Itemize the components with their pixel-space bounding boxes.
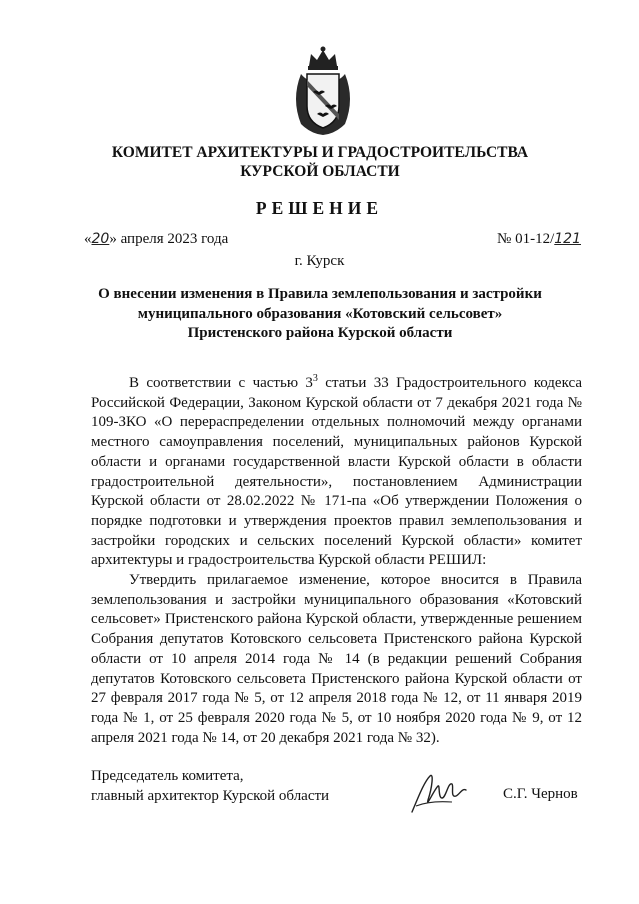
body-paragraph-2: Утвердить прилагаемое изменение, которое вносится в Правила землепользования и застройки муниципального образования «Котовский сельсовет» Пристенского района Курской области, утвержденные решением Собрания депутатов Котовского сельсовета Пристенского района Курской области от 10 апреля 2014 года № 14 (в редакции решений Собрания депутатов Котовского сельсовета Пристенского района Курской области от 27 февраля 2017 года № 5, от 12 апреля 2018 года № 12, от 11 января 2019 года № 1, от 25 февраля 2020 года № 5, от 10 ноября 2020 года № 9, от 12 апреля 2021 года № 14, от 20 декабря 2021 года № 32). <box>91 572 582 746</box>
role-line-2: главный архитектор Курской области <box>91 788 330 804</box>
p1-start: В соответствии с частью 3 <box>129 375 313 391</box>
document-body <box>91 369 582 748</box>
organization-name <box>60 143 580 181</box>
body-paragraph-1 <box>91 369 582 571</box>
org-line-1: КОМИТЕТ АРХИТЕКТУРЫ И ГРАДОСТРОИТЕЛЬСТВА <box>111 144 529 161</box>
subject-line-1: О внесении изменения в Правила землепользования и застройки <box>98 286 542 302</box>
date-open-quote: « <box>84 231 92 247</box>
date-rest: » апреля 2023 года <box>109 231 229 247</box>
number-prefix: № 01-12/ <box>497 231 555 247</box>
document-type-title: РЕШЕНИЕ <box>255 198 384 218</box>
date-day-handwritten: 20 <box>91 231 110 247</box>
p1-rest: статьи 33 Градостроительного кодекса Российской Федерации, Законом Курской области от 7 декабря 2021 года № 109-ЗКО «О перераспределении отдельных полномочий между органами местного самоуправления поселений, муниципальных районов Курской области и органами государственной власти Курской области в области градостроительной деятельности», постановлением Администрации Курской области от 28.02.2022 № 171-па «Об утверждении Положения о порядке подготовки и утверждения проектов правил землепользования и застройки городских и сельских поселений Курской области» комитет архитектуры и градостроительства Курской области РЕШИЛ: <box>91 375 582 569</box>
signatory-name: С.Г. Чернов <box>503 786 578 802</box>
document-number <box>497 231 581 248</box>
signature-icon <box>408 768 470 818</box>
number-handwritten: 121 <box>554 231 581 247</box>
subject-line-3: Пристенского района Курской области <box>187 325 453 341</box>
document-date <box>84 231 228 248</box>
signatory-role <box>91 766 329 806</box>
coat-of-arms-icon <box>287 44 359 136</box>
document-city: г. Курск <box>294 253 345 269</box>
org-line-2: КУРСКОЙ ОБЛАСТИ <box>240 163 400 180</box>
role-line-1: Председатель комитета, <box>91 768 244 784</box>
p1-superscript: 3 <box>312 373 318 384</box>
subject-line-2: муниципального образования «Котовский сельсовет» <box>137 305 503 322</box>
document-subject <box>90 285 550 344</box>
